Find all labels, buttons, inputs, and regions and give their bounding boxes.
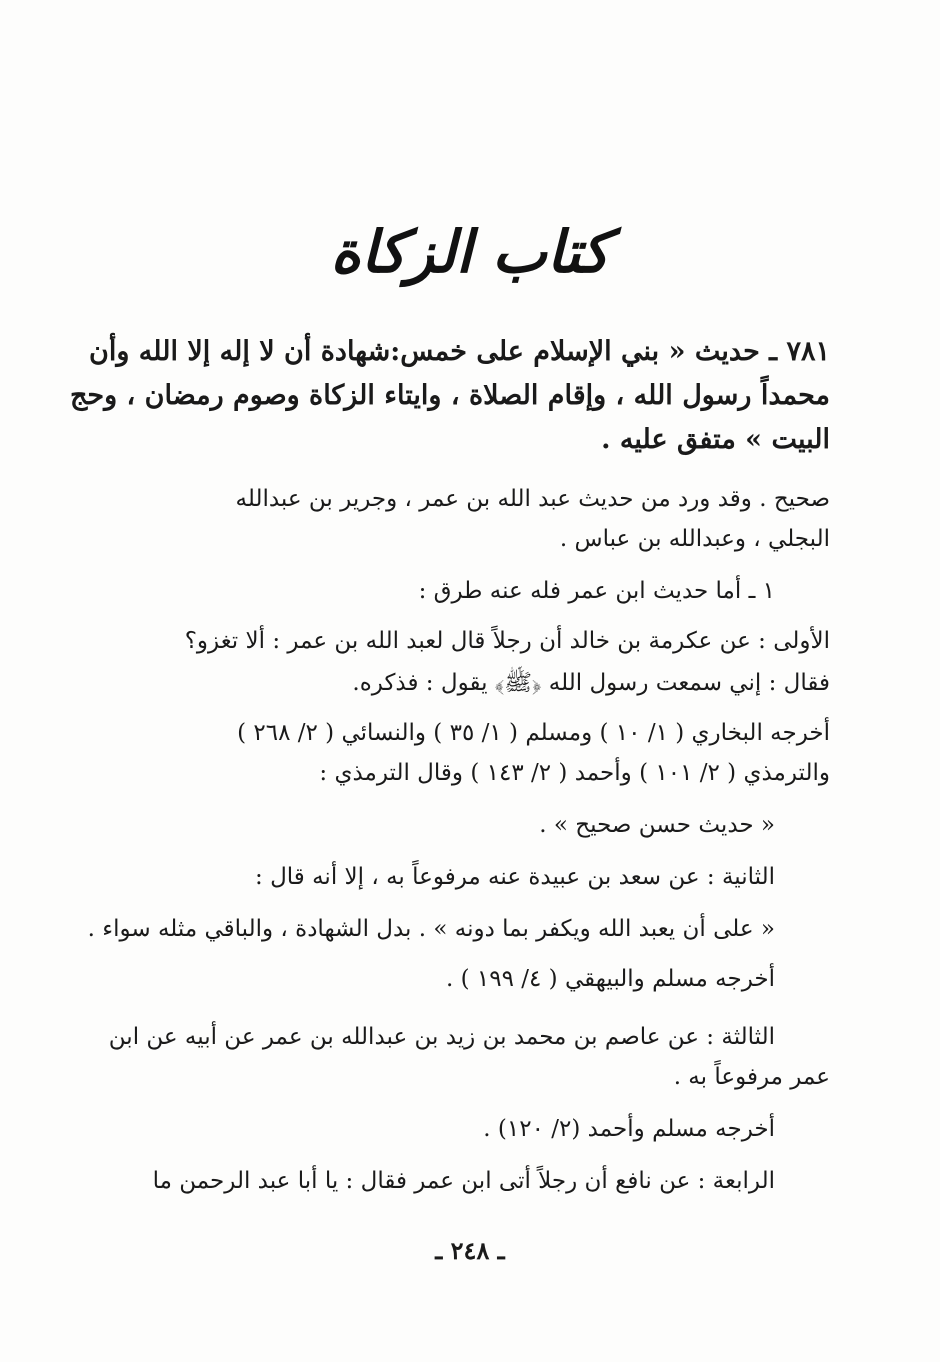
- commentary-line-5: فقال : إني سمعت رسول الله ﴿ﷺ﴾ يقول : فذكره.: [352, 670, 830, 696]
- hadith-line-3: البيت » متفق عليه .: [601, 424, 830, 455]
- commentary-line-14: أخرجه مسلم وأحمد (٢/ ١٢٠) .: [483, 1116, 775, 1142]
- chapter-title: كتاب الزكاة: [330, 218, 610, 286]
- commentary-line-7: والترمذي ( ٢/ ١٠١ ) وأحمد ( ٢/ ١٤٣ ) وقال الترمذي :: [319, 760, 830, 786]
- commentary-line-2: البجلي ، وعبدالله بن عباس .: [559, 526, 830, 552]
- hadith-line-2: محمداً رسول الله ، وإقام الصلاة ، وايتاء الزكاة وصوم رمضان ، وحج: [69, 380, 830, 411]
- commentary-line-13: عمر مرفوعاً به .: [673, 1064, 830, 1090]
- commentary-line-3: ١ ـ أما حديث ابن عمر فله عنه طرق :: [418, 578, 775, 604]
- commentary-line-9: الثانية : عن سعد بن عبيدة عنه مرفوعاً به ، إلا أنه قال :: [255, 864, 775, 890]
- page-number: ـ ٢٤٨ ـ: [435, 1236, 505, 1265]
- commentary-line-12: الثالثة : عن عاصم بن محمد بن زيد بن عبدالله بن عمر عن أبيه عن ابن: [108, 1024, 775, 1050]
- commentary-line-6: أخرجه البخاري ( ١/ ١٠ ) ومسلم ( ١/ ٣٥ ) والنسائي ( ٢/ ٢٦٨ ): [237, 720, 830, 746]
- commentary-line-15: الرابعة : عن نافع أن رجلاً أتى ابن عمر فقال : يا أبا عبد الرحمن ما: [152, 1168, 775, 1194]
- commentary-line-1: صحيح . وقد ورد من حديث عبد الله بن عمر ، وجرير بن عبدالله: [235, 486, 830, 512]
- hadith-line-1: ٧٨١ ـ حديث « بني الإسلام على خمس:شهادة أن لا إله إلا الله وأن: [89, 336, 830, 367]
- commentary-line-8: « حديث حسن صحيح » .: [539, 812, 775, 838]
- commentary-line-4: الأولى : عن عكرمة بن خالد أن رجلاً قال لعبد الله بن عمر : ألا تغزو؟: [184, 628, 830, 654]
- commentary-line-11: أخرجه مسلم والبيهقي ( ٤/ ١٩٩ ) .: [445, 966, 775, 992]
- commentary-line-10: « على أن يعبد الله ويكفر بما دونه » . بدل الشهادة ، والباقي مثله سواء .: [87, 916, 775, 942]
